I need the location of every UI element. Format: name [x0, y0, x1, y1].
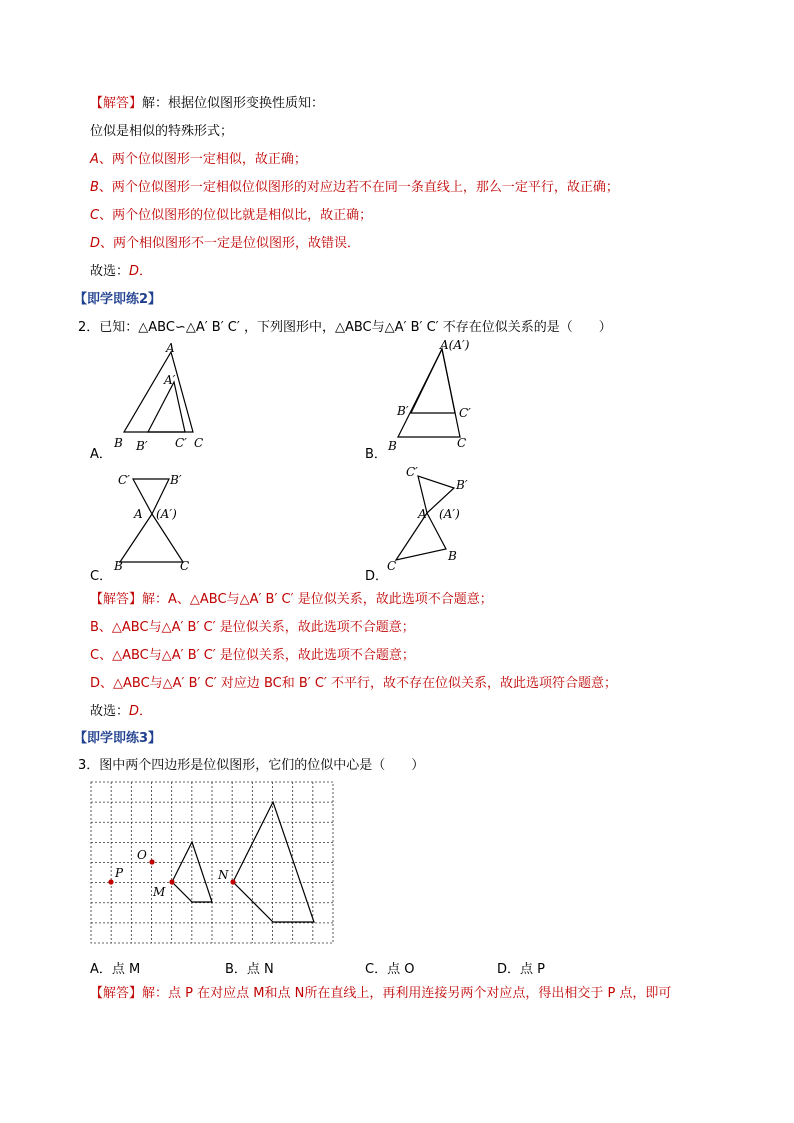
solution-1-lead	[90, 95, 324, 113]
label-B-prime: B′	[136, 439, 148, 453]
practice-3-question: 3．图中两个四边形是位似图形，它们的位似中心是（ ）	[78, 758, 425, 773]
label-A-A-prime: A(A′)	[440, 338, 470, 352]
practice-2-question: 2．已知：△ABC∽△A′ B′ C′ ，下列图形中，△ABC与△A′ B′ C′ 不存在位似关系的是（ ）	[78, 320, 612, 335]
solution-tag: 【解答】	[90, 986, 143, 1001]
solution-tag: 【解答】	[90, 96, 143, 111]
choose-suffix: ．	[139, 264, 153, 279]
option-letter: A	[90, 152, 99, 167]
label-A: A	[166, 341, 175, 355]
practice-3-option-b: B．点 N	[225, 962, 274, 977]
figure-c	[110, 468, 210, 578]
option-a-label: A．	[90, 447, 112, 462]
practice-3-option-d: D．点 P	[497, 962, 545, 977]
label-B: B	[114, 436, 123, 450]
point-O	[149, 859, 154, 864]
practice-3-header: 【即学即练3】	[74, 731, 162, 746]
option-text: 、两个位似图形一定相似，故正确；	[98, 152, 307, 167]
label-C-prime: C′	[406, 465, 418, 479]
figure-b	[380, 335, 490, 455]
label-P: P	[115, 866, 124, 880]
option-letter: C	[90, 208, 100, 223]
practice-2-solution-a	[90, 591, 493, 609]
label-M: M	[153, 885, 166, 899]
option-text: 、两个相似图形不一定是位似图形，故错误．	[100, 236, 361, 251]
point-N	[230, 879, 235, 884]
option-letter: B	[90, 180, 99, 195]
practice-2-solution-c: C、△ABC与△A′ B′ C′ 是位似关系，故此选项不合题意；	[90, 648, 415, 663]
label-B-prime: B′	[456, 478, 468, 492]
option-d-label: D．	[365, 569, 389, 584]
large-quadrilateral	[233, 802, 314, 922]
label-O: O	[137, 848, 147, 862]
practice-3-solution	[90, 985, 671, 1003]
label-B: B	[388, 439, 397, 453]
choose-answer: D	[129, 704, 140, 719]
label-C-prime: C′	[175, 436, 187, 450]
solution-1-option-d	[90, 235, 360, 253]
practice-2-solution-b: B、△ABC与△A′ B′ C′ 是位似关系，故此选项不合题意；	[90, 620, 415, 635]
label-A-prime: (A′)	[439, 507, 460, 521]
label-B: B	[114, 559, 123, 573]
point-P	[108, 879, 113, 884]
triangle-apbpcp	[411, 349, 455, 413]
solution-1-choose	[90, 263, 152, 281]
option-b-label: B．	[365, 447, 387, 462]
grid-lines	[91, 782, 333, 943]
point-M	[169, 879, 174, 884]
solution-1-option-c	[90, 207, 372, 225]
label-C-prime: C′	[118, 473, 130, 487]
option-letter: D	[90, 236, 101, 251]
label-C: C	[457, 436, 467, 450]
option-c-label: C．	[90, 569, 113, 584]
practice-3-option-c: C．点 O	[365, 962, 415, 977]
label-C: C	[387, 559, 397, 573]
label-A-prime: (A′)	[156, 507, 177, 521]
solution-text: 解：A、△ABC与△A′ B′ C′ 是位似关系，故此选项不合题意；	[142, 592, 493, 607]
solution-1-option-b	[90, 179, 619, 197]
solution-lead-text: 解：根据位似图形变换性质知：	[142, 96, 325, 111]
option-text: 、两个位似图形一定相似位似图形的对应边若不在同一条直线上，那么一定平行，故正确；	[98, 180, 619, 195]
label-C: C	[194, 436, 204, 450]
solution-1-line1: 位似是相似的特殊形式；	[90, 124, 234, 139]
triangle-abc	[120, 514, 183, 562]
triangle-apbpcp	[148, 382, 185, 432]
solution-tag: 【解答】	[90, 592, 143, 607]
label-A: A	[418, 507, 427, 521]
label-B-prime: B′	[170, 473, 182, 487]
choose-suffix: ．	[139, 704, 153, 719]
grid-figure	[88, 779, 338, 947]
figure-d	[382, 462, 487, 577]
label-A: A	[134, 507, 143, 521]
label-A-prime: A′	[164, 373, 176, 387]
practice-2-choose	[90, 703, 152, 721]
option-text: 、两个位似图形的位似比就是相似比，故正确；	[99, 208, 373, 223]
label-C-prime: C′	[459, 406, 471, 420]
figure-a	[108, 340, 218, 455]
label-N: N	[218, 868, 229, 882]
choose-prefix: 故选：	[90, 264, 130, 279]
label-B-prime: B′	[397, 404, 409, 418]
practice-3-option-a: A．点 M	[90, 962, 141, 977]
practice-2-solution-d: D、△ABC与△A′ B′ C′ 对应边 BC和 B′ C′ 不平行，故不存在位似关系，故此选项符合题意；	[90, 676, 618, 691]
label-B: B	[448, 549, 457, 563]
solution-1-option-a	[90, 151, 307, 169]
solution-text: 解：点 P 在对应点 M和点 N所在直线上，再利用连接另两个对应点，得出相交于 P 点，即可	[142, 986, 672, 1001]
practice-2-header: 【即学即练2】	[74, 292, 162, 307]
label-C: C	[180, 559, 190, 573]
choose-answer: D	[129, 264, 140, 279]
choose-prefix: 故选：	[90, 704, 130, 719]
